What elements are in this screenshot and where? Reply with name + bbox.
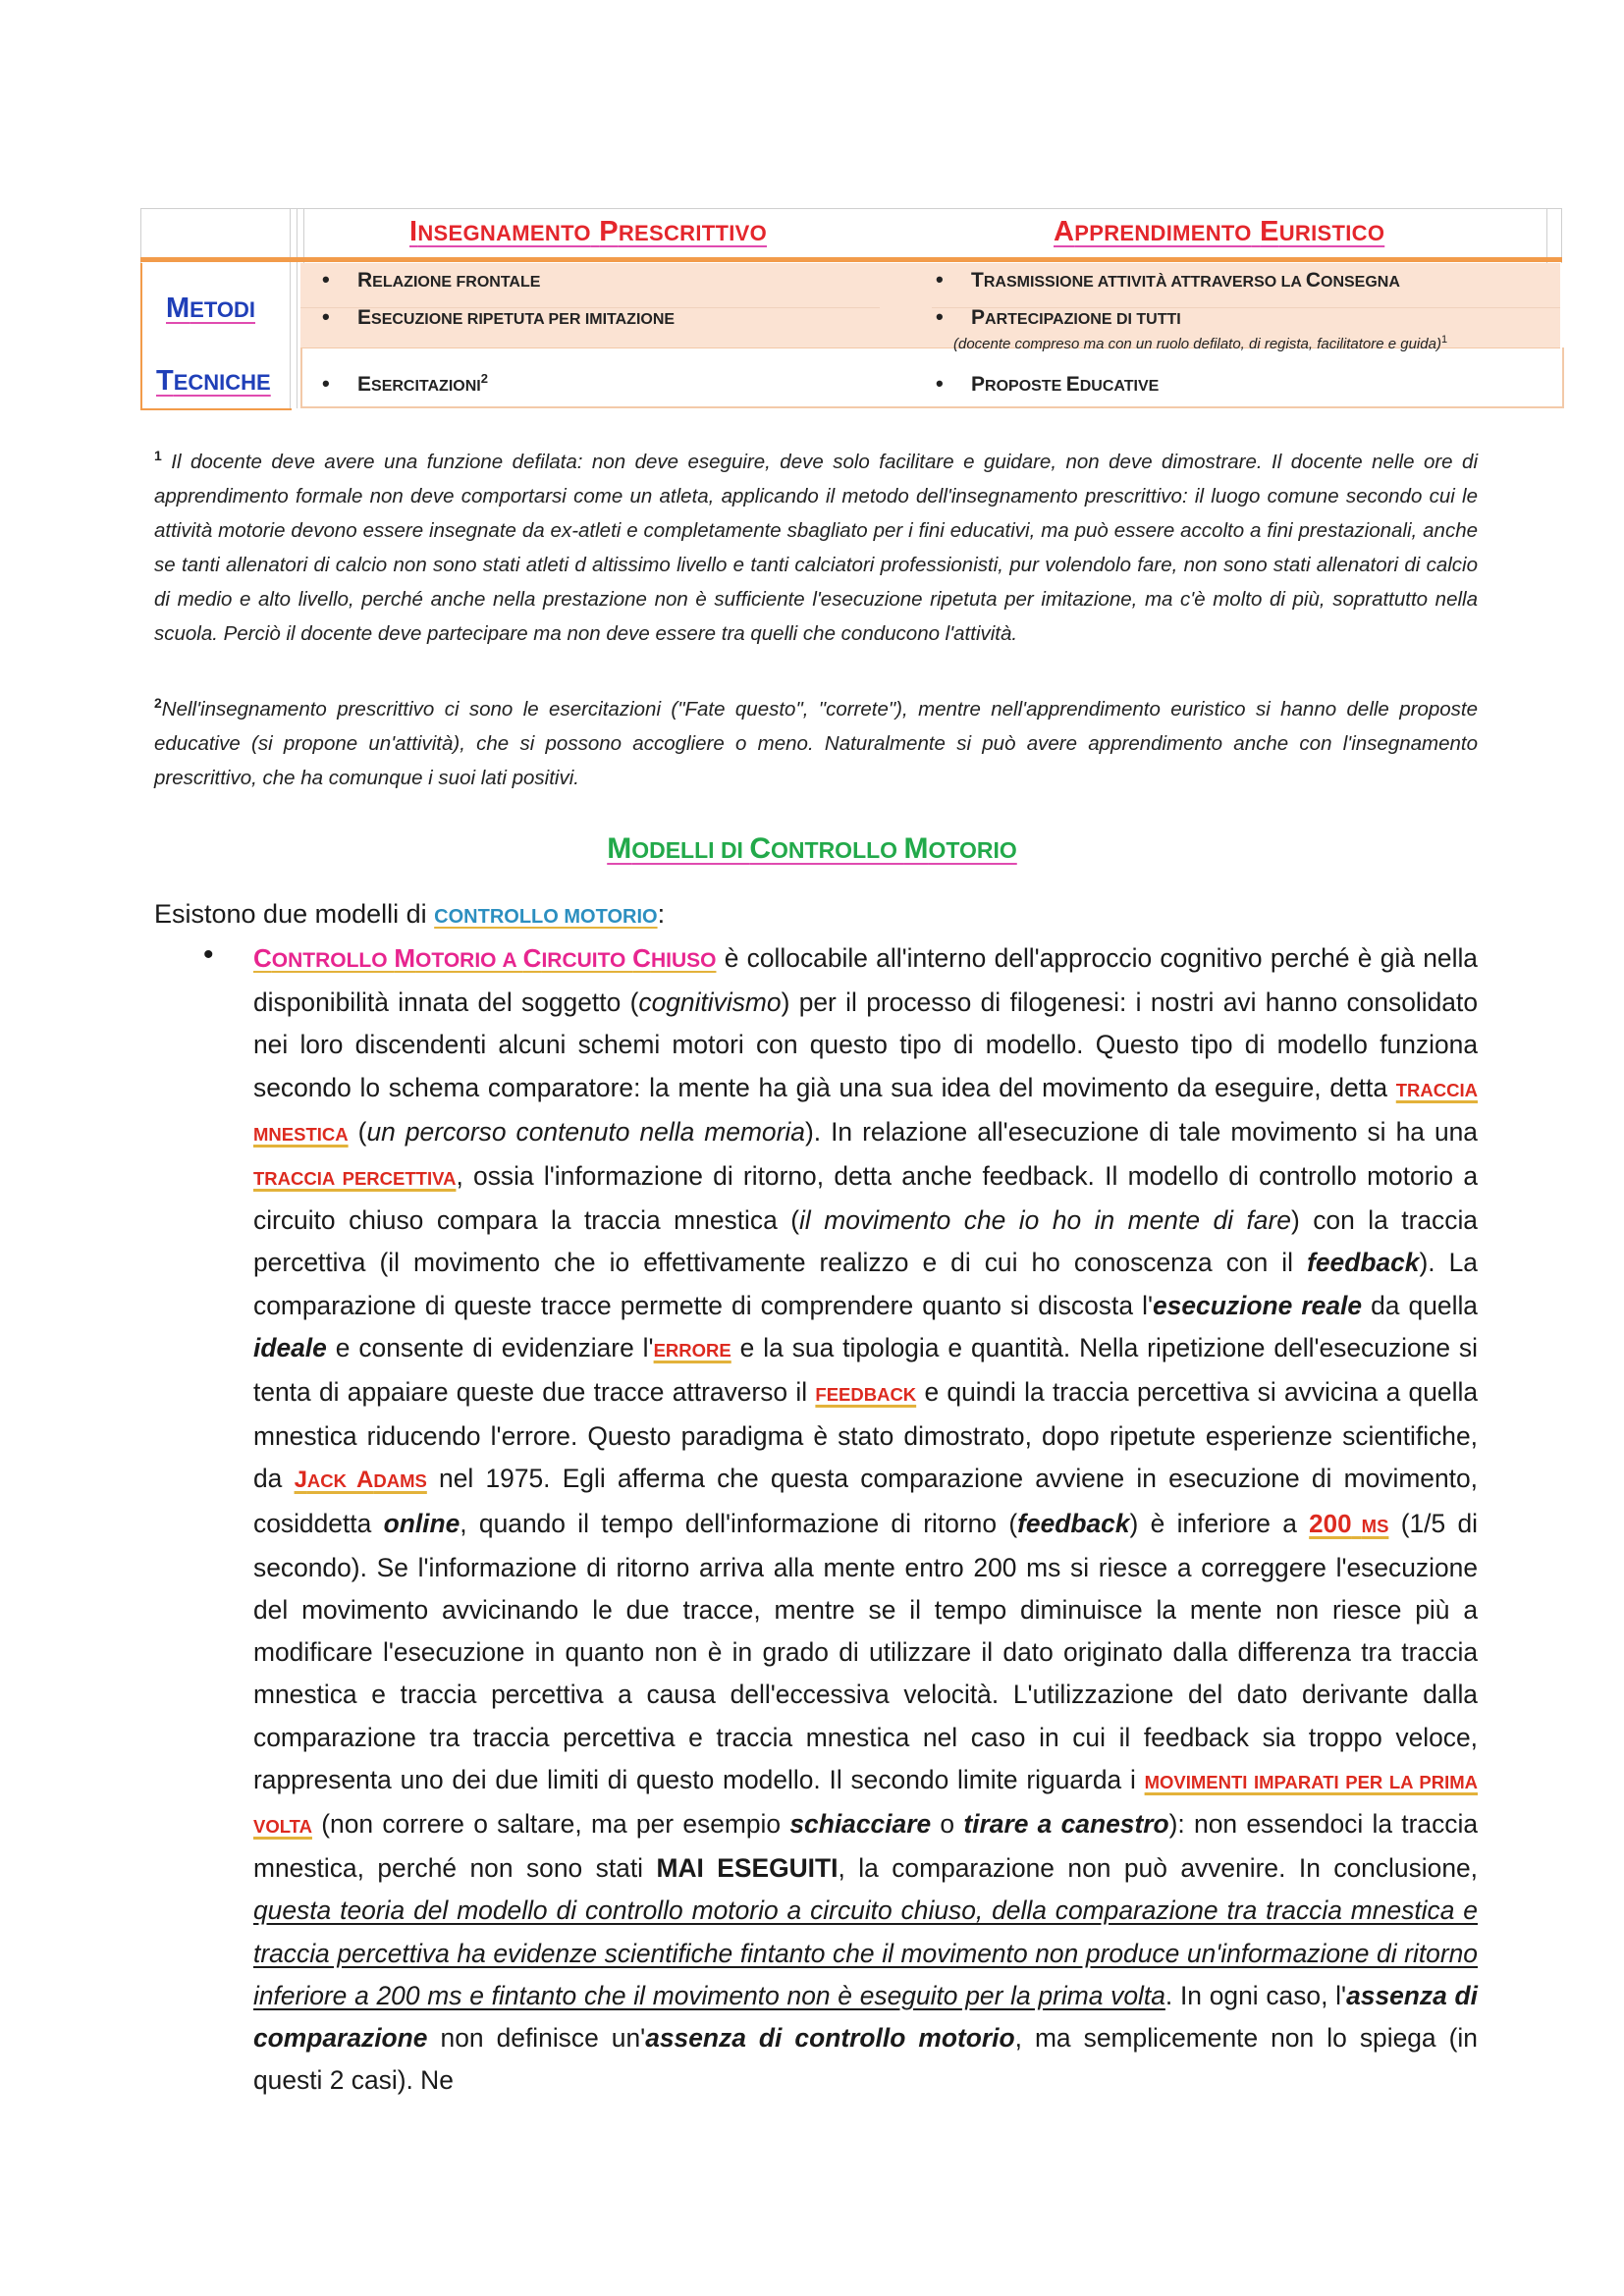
column-heading-heuristic: APPRENDIMENTO EURISTICO bbox=[1054, 216, 1385, 247]
techniques-row-frame bbox=[300, 347, 1564, 408]
table-cell-item: • PARTECIPAZIONE DI TUTTI bbox=[936, 304, 1181, 329]
table-border bbox=[303, 208, 304, 263]
keyword-closed-loop: CONTROLLO MOTORIO A CIRCUITO CHIUSO bbox=[253, 943, 717, 973]
table-border bbox=[297, 208, 298, 408]
table-header-divider bbox=[140, 257, 1562, 262]
keyword-traccia-percettiva: TRACCIA PERCETTIVA bbox=[253, 1168, 457, 1190]
table-border bbox=[140, 208, 1562, 209]
section-title: MODELLI DI CONTROLLO MOTORIO bbox=[607, 832, 1017, 865]
table-border bbox=[1546, 208, 1547, 263]
table-cell-item: • RELAZIONE FRONTALE bbox=[322, 267, 541, 292]
keyword-jack-adams: JACK ADAMS bbox=[294, 1467, 427, 1494]
keyword-feedback: FEEDBACK bbox=[815, 1384, 917, 1406]
table-cell-item: • ESERCITAZIONI$^2$ bbox=[322, 371, 488, 396]
table-cell-item: • ESECUZIONE RIPETUTA PER IMITAZIONE bbox=[322, 304, 676, 329]
conclusion-underlined: questa teoria del modello di controllo motorio a circuito chiuso, della comparazione tra traccia mnestica e traccia percettiva ha evidenze scientifiche fintanto che il movimento non produce un'informazione di ritorno inferiore a 200 ms e fintanto che il movimento non è eseguito per la prima volta bbox=[253, 1896, 1478, 2010]
keyword-first-time-movements: MOVIMENTI IMPARATI PER LA PRIMA VOLTA bbox=[253, 1771, 1478, 1838]
footnote-1: $^1$ Il docente deve avere una funzione defilata: non deve eseguire, deve solo facilitare e guidare, non deve dimostrare. Il docente nelle ore di apprendimento formale non deve comportarsi come un atleta, applicando il metodo dell'insegnamento prescrittivo: il luogo comune secondo cui le attività motorie devono essere insegnate da ex-atleti e completamente sbagliato per i fini educativi, ma può essere accolto a fini prestazionali, anche se tanti allenatori di calcio non sono stati atleti d altissimo livello e tanti calciatori professionisti, pur volendolo fare, non sono stati allenatori di calcio di medio e alto livello, perché anche nella prestazione non è sufficiente l'esecuzione ripetuta per imitazione, ma c'è molto di più, soprattutto nella scuola. Perciò il docente deve partecipare ma non deve essere tra quelli che conducono l'attività. bbox=[154, 448, 1478, 645]
table-cell-note: (docente compreso ma con un ruolo defilato, di regista, facilitatore e guida)$^1$ bbox=[953, 334, 1448, 352]
keyword-controllo-motorio: CONTROLLO MOTORIO bbox=[434, 906, 658, 928]
keyword-traccia-mnestica: TRACCIA MNESTICA bbox=[253, 1079, 1478, 1145]
keyword-errore: ERRORE bbox=[653, 1339, 731, 1361]
table-cell-item: • TRASMISSIONE ATTIVITÀ ATTRAVERSO LA CONSEGNA bbox=[936, 267, 1400, 292]
footnote-2: $^2$Nell'insegnamento prescrittivo ci sono le esercitazioni ("Fate questo", "correte"), mentre nell'apprendimento euristico si hanno delle proposte educative (si propone un'attività), che si possono accogliere o meno. Naturalmente si può avere apprendimento anche con l'insegnamento prescrittivo, che ha comunque i suoi lati positivi. bbox=[154, 695, 1478, 789]
list-bullet: • bbox=[203, 938, 214, 971]
closed-loop-paragraph: CONTROLLO MOTORIO A CIRCUITO CHIUSO è collocabile all'interno dell'approccio cognitivo perché è già nella disponibilità innata del soggetto (cognitivismo) per il processo di filogenesi: i nostri avi hanno consolidato nei loro discendenti alcuni schemi motori con questo tipo di modello. Questo tipo di modello funziona secondo lo schema comparatore: la mente ha già una sua idea del movimento da eseguire, detta TRACCIA MNESTICA (un percorso contenuto nella memoria). In relazione all'esecuzione di tale movimento si ha una TRACCIA PERCETTIVA, ossia l'informazione di ritorno, detta anche feedback. Il modello di controllo motorio a circuito chiuso compara la traccia mnestica (il movimento che io ho in mente di fare) con la traccia percettiva (il movimento che io effettivamente realizzo e di cui ho conoscenza con il feedback). La comparazione di queste tracce permette di comprendere quanto si discosta l'esecuzione reale da quella ideale e consente di evidenziare l'ERRORE e la sua tipologia e quantità. Nella ripetizione dell'esecuzione si tenta di appaiare queste due tracce attraverso il FEEDBACK e quindi la traccia percettiva si avvicina a quella mnestica riducendo l'errore. Questo paradigma è stato dimostrato, dopo ripetute esperienze scientifiche, da JACK ADAMS nel 1975. Egli afferma che questa comparazione avviene in esecuzione di movimento, cosiddetta online, quando il tempo dell'informazione di ritorno (feedback) è inferiore a 200 MS (1/5 di secondo). Se l'informazione di ritorno arriva alla mente entro 200 ms si riesce a correggere l'esecuzione del movimento avvicinando le due tracce, mentre se il tempo diminuisce la mente non riesce più a modificare l'esecuzione in quanto non è in grado di utilizzare il dato originato dalla differenza tra traccia mnestica e traccia percettiva a causa dell'eccessiva velocità. L'utilizzazione del dato derivante dalla comparazione tra traccia percettiva e traccia mnestica nel caso in cui il feedback sia troppo veloce, rappresenta uno dei due limiti di questo modello. Il secondo limite riguarda i MOVIMENTI IMPARATI PER LA PRIMA VOLTA (non correre o saltare, ma per esempio schiacciare o tirare a canestro): non essendoci la traccia mnestica, perché non sono stati MAI ESEGUITI, la comparazione non può avvenire. In conclusione, questa teoria del modello di controllo motorio a circuito chiuso, della comparazione tra traccia mnestica e traccia percettiva ha evidenze scientifiche fintanto che il movimento non produce un'informazione di ritorno inferiore a 200 ms e fintanto che il movimento non è eseguito per la prima volta. In ogni caso, l'assenza di comparazione non definisce un'assenza di controllo motorio, ma semplicemente non lo spiega (in questi 2 casi). Ne bbox=[253, 943, 1479, 2096]
column-heading-prescriptive: INSEGNAMENTO PRESCRITTIVO bbox=[409, 216, 768, 247]
section-intro: Esistono due modelli di CONTROLLO MOTORIO: bbox=[154, 899, 666, 929]
row-label-methods: METODI bbox=[166, 293, 255, 324]
table-border bbox=[140, 208, 141, 263]
row-label-techniques: TECNICHE bbox=[156, 365, 271, 397]
teaching-methods-table bbox=[140, 208, 1562, 408]
keyword-200ms: 200 MS bbox=[1309, 1508, 1389, 1538]
table-border bbox=[1561, 208, 1562, 263]
table-cell-item: • PROPOSTE EDUCATIVE bbox=[936, 371, 1160, 396]
